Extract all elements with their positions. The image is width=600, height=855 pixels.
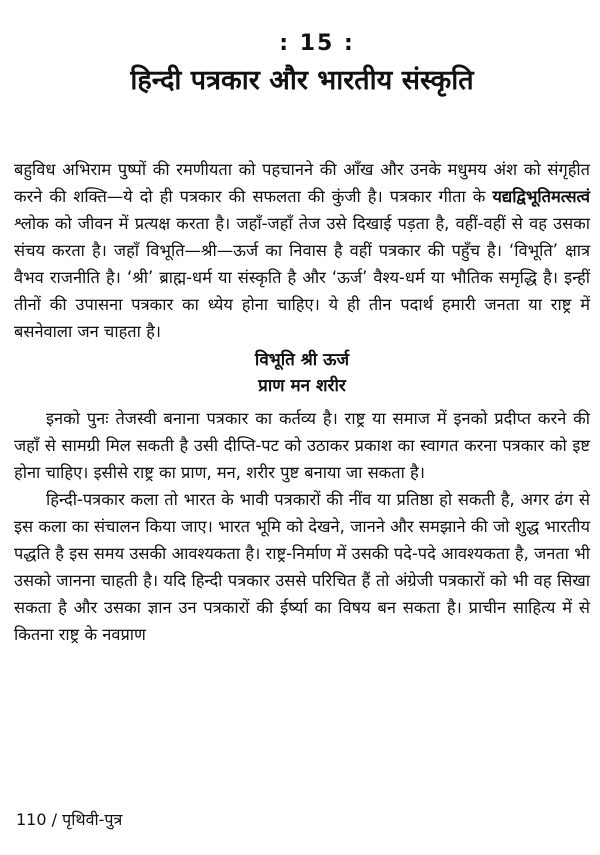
paragraph-2: इनको पुनः तेजस्वी बनाना पत्रकार का कर्तव्य है। राष्ट्र या समाज में इनको प्रदीप्त करने की जहाँ से सामग्री मिल सकती है उसी दीप्ति-पट को उठाकर प्रकाश का स्वागत करना पत्रकार को इष्ट होना चाहिए। इसीसे राष्ट्र का प्राण, मन, शरीर पुष्ट बनाया जा सकता है।	[14, 409, 590, 482]
chapter-number: : 15 :	[279, 31, 355, 56]
paragraph-1-text-b: श्लोक को जीवन में प्रत्यक्ष करता है। जहाँ-जहाँ तेज उसे दिखाई पड़ता है, वहीं-वहीं से वह उसका संचय करता है। जहाँ विभूति—श्री—ऊर्ज का निवास है वहीं पत्रकार की पहुँच है। ‘विभूति’ क्षात्र वैभव राजनीति है। ‘श्री’ ब्राह्म-धर्म या संस्कृति है और ‘ऊर्ज’ वैश्य-धर्म या भौतिक समृद्धि है। इन्हीं तीनों की उपासना पत्रकार का ध्येय होना चाहिए। ये ही तीन पदार्थ हमारी जनता या राष्ट्र में बसनेवाला जन चाहता है।	[14, 214, 590, 341]
chapter-title: हिन्दी पत्रकार और भारतीय संस्कृति	[130, 65, 474, 96]
page-footer	[16, 809, 122, 831]
book-title: पृथिवी-पुत्र	[62, 810, 123, 829]
footer-separator: /	[51, 810, 58, 829]
shloka-reference: यद्यद्विभूतिमत्सत्वं	[492, 187, 590, 206]
page-number: 110	[16, 810, 47, 829]
paragraph-1-text-a: बहुविध अभिराम पुष्पों की रमणीयता को पहचानने की आँख और उनके मधुमय अंश को संगृहीत करने की शक्ति—ये दो ही पत्रकार की सफलता की कुंजी है। पत्रकार गीता के	[14, 160, 590, 206]
paragraph-1	[14, 156, 590, 345]
body-text	[14, 156, 590, 648]
subheading-line-2: प्राण मन शरीर	[258, 376, 346, 396]
paragraph-3: हिन्दी-पत्रकार कला तो भारत के भावी पत्रकारों की नींव या प्रतिष्ठा हो सकती है, अगर ढंग से इस कला का संचालन किया जाए। भारत भूमि को देखने, जानने और समझाने की जो शुद्ध भारतीय पद्धति है इस समय उसकी आवश्यकता है। राष्ट्र-निर्माण में उसकी पदे-पदे आवश्यकता है, जनता भी उसको जानना चाहती है। यदि हिन्दी पत्रकार उससे परिचित हैं तो अंग्रेजी पत्रकारों को भी वह सिखा सकता है और उसका ज्ञान उन पत्रकारों की ईर्ष्या का विषय बन सकता है। प्राचीन साहित्य में से कितना राष्ट्र के नवप्राण	[14, 490, 590, 644]
subheading-line-1: विभूति श्री ऊर्ज	[254, 350, 350, 370]
